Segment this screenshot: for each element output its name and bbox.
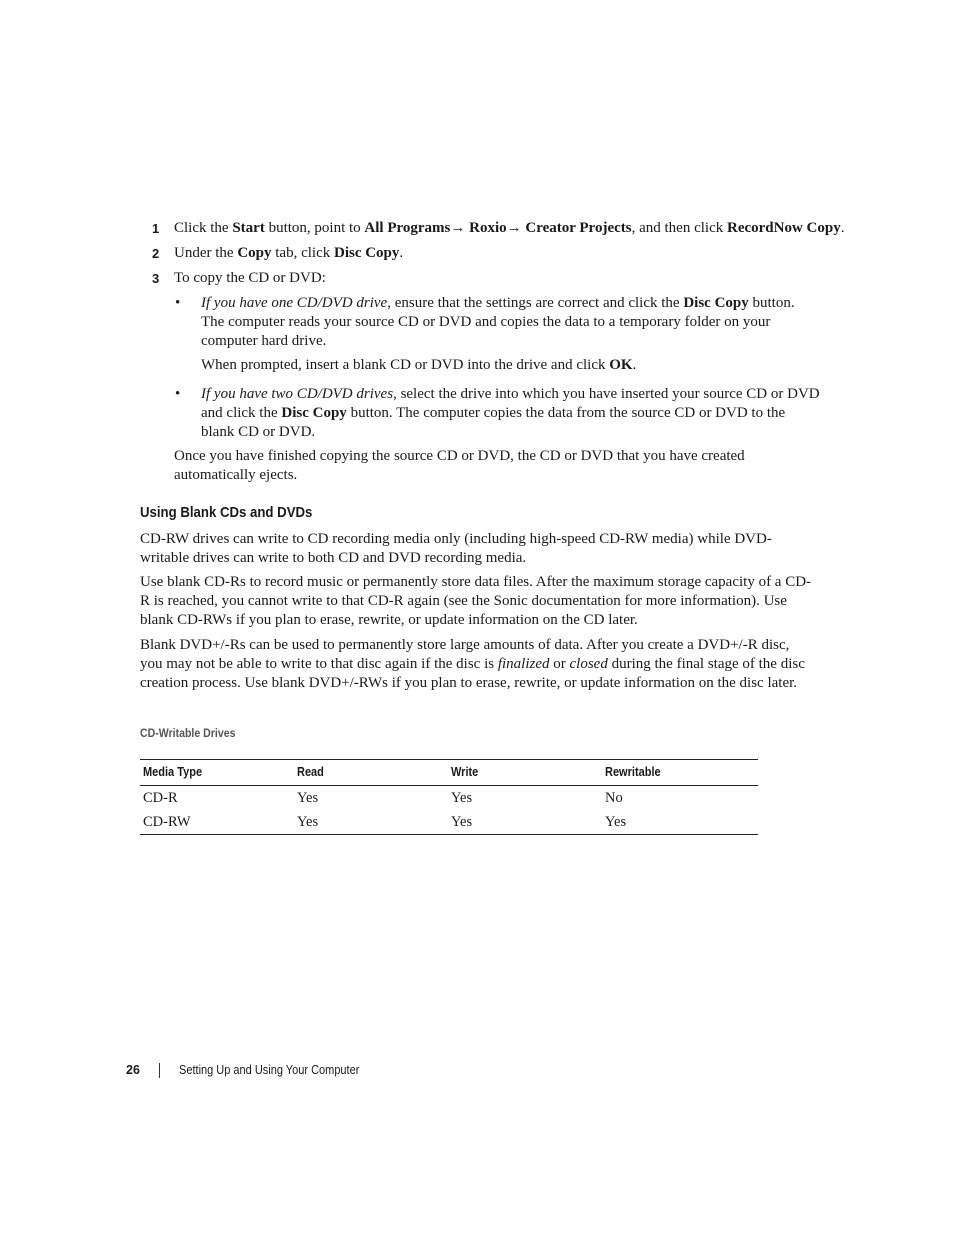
cell-media-type: CD-R [143, 789, 178, 806]
cell-read: Yes [294, 810, 448, 835]
page-number: 26 [126, 1063, 140, 1077]
cell-write: Yes [451, 789, 473, 806]
table-caption: CD-Writable Drives [140, 726, 236, 740]
step-text: To copy the CD or DVD: [174, 270, 326, 286]
step-number: 2 [152, 246, 160, 261]
bullet-icon: • [175, 386, 181, 402]
header-media-type: Media Type [140, 760, 294, 786]
cell-write: Yes [448, 810, 602, 835]
bullet-text: If you have one CD/DVD drive, ensure that the settings are correct and click the Disc Copy button. The computer reads your source CD or DVD and copies the data to a temporary folder on your computer hard drive. [201, 295, 795, 349]
step-text: Click the Start button, point to All Programs→ Roxio→ Creator Projects, and then click RecordNow Copy. [174, 220, 845, 236]
step-text: Under the Copy tab, click Disc Copy. [174, 245, 404, 261]
after-steps-text: Once you have finished copying the source CD or DVD, the CD or DVD that you have created automatically ejects. [174, 448, 745, 483]
header-write: Write [448, 760, 602, 786]
cd-writable-drives-table [140, 759, 758, 835]
paragraph-dvd: Blank DVD+/-Rs can be used to permanently store large amounts of data. After you create a DVD+/-R disc, you may not be able to write to that disc again if the disc is finalized or closed during the final stage of the disc creation process. Use blank DVD+/-RWs if you plan to erase, rewrite, or update information on the disc later. [140, 637, 805, 691]
bullet-text: If you have two CD/DVD drives, select the drive into which you have inserted your source CD or DVD and click the Disc Copy button. The computer copies the data from the source CD or DVD to the blank CD or DVD. [201, 386, 820, 440]
cell-rewritable: Yes [602, 810, 758, 835]
cell-read: Yes [297, 789, 319, 806]
table-row [140, 810, 758, 835]
table-header-row [140, 760, 758, 786]
step-number: 1 [152, 221, 160, 236]
footer-title: Setting Up and Using Your Computer [179, 1063, 360, 1077]
paragraph-cd-rw: CD-RW drives can write to CD recording media only (including high-speed CD-RW media) while DVD-writable drives can write to both CD and DVD recording media. [140, 531, 772, 566]
cell-rewritable: No [605, 789, 623, 806]
footer-divider [159, 1063, 160, 1078]
section-heading: Using Blank CDs and DVDs [140, 504, 313, 521]
header-rewritable: Rewritable [602, 760, 758, 786]
bullet-followup: When prompted, insert a blank CD or DVD into the drive and click OK. [201, 357, 637, 373]
table-row [140, 786, 758, 811]
page-footer [126, 1061, 360, 1079]
header-read: Read [294, 760, 448, 786]
cell-media-type: CD-RW [140, 810, 294, 835]
step-number: 3 [152, 271, 160, 286]
bullet-icon: • [175, 295, 181, 311]
paragraph-cd-r: Use blank CD-Rs to record music or permanently store data files. After the maximum storage capacity of a CD-R is reached, you cannot write to that CD-R again (see the Sonic documentation for more information). Use blank CD-RWs if you plan to erase, rewrite, or update information on the CD later. [140, 574, 812, 628]
